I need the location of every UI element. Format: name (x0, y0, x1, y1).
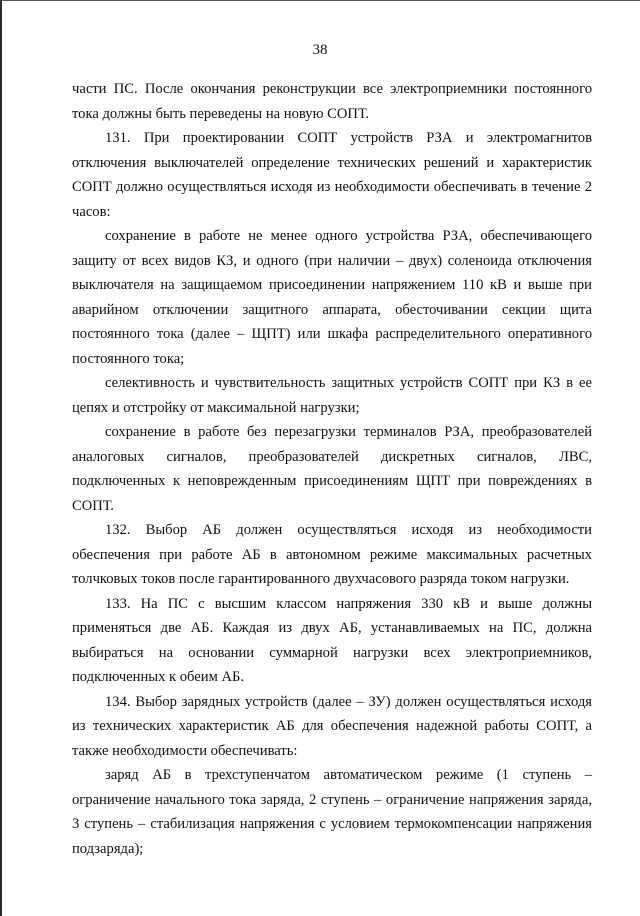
paragraph-134: 134. Выбор зарядных устройств (далее – ЗУ) должен осуществляться исходя из технических характеристик АБ для обеспечения надежной работы СОПТ, а также необходимости обеспечивать: (72, 693, 592, 759)
paragraph-131: 131. При проектировании СОПТ устройств РЗА и электромагнитов отключения выключателей определение технических решений и характеристик СОПТ должно осуществляться исходя из необходимости обеспечивать в течение 2 часов: (72, 130, 592, 220)
page-number: 38 (312, 42, 328, 58)
paragraph-131-item-selectivity: селективность и чувствительность защитных устройств СОПТ при КЗ в ее цепях и отстройку от максимальной нагрузки; (72, 375, 592, 416)
paragraph-134-item-charge-mode: заряд АБ в трехступенчатом автоматическом режиме (1 ступень – ограничение начального тока заряда, 2 ступень – ограничение напряжения заряда, 3 ступень – стабилизация напряжения с условием термокомпенсации напряжения подзаряда); (72, 767, 592, 857)
paragraph-131-item-no-reboot: сохранение в работе без перезагрузки терминалов РЗА, преобразователей аналоговых сигналов, преобразователей дискретных сигналов, ЛВС, подключенных к неповрежденным присоединениям ЩПТ при повреждениях в СОПТ. (72, 424, 592, 514)
document-body (72, 77, 592, 861)
paragraph-133: 133. На ПС с высшим классом напряжения 330 кВ и выше должны применяться две АБ. Каждая из двух АБ, устанавливаемых на ПС, должна выбираться на основании суммарной нагрузки всех электроприемников, подключенных к обеим АБ. (72, 595, 592, 685)
paragraph-132: 132. Выбор АБ должен осуществляться исходя из необходимости обеспечения при работе АБ в автономном режиме максимальных расчетных толчковых токов после гарантированного двухчасового разряда током нагрузки. (72, 522, 592, 587)
paragraph-continuation: части ПС. После окончания реконструкции все электроприемники постоянного тока должны быть переведены на новую СОПТ. (72, 81, 592, 122)
paragraph-131-item-rza-retention: сохранение в работе не менее одного устройства РЗА, обеспечивающего защиту от всех видов КЗ, и одного (при наличии – двух) соленоида отключения выключателя на защищаемом присоединении напряжением 110 кВ и выше при аварийном отключении защитного аппарата, обесточивании секции щита постоянного тока (далее – ЩПТ) или шкафа распределительного оперативного постоянного тока; (72, 228, 592, 367)
